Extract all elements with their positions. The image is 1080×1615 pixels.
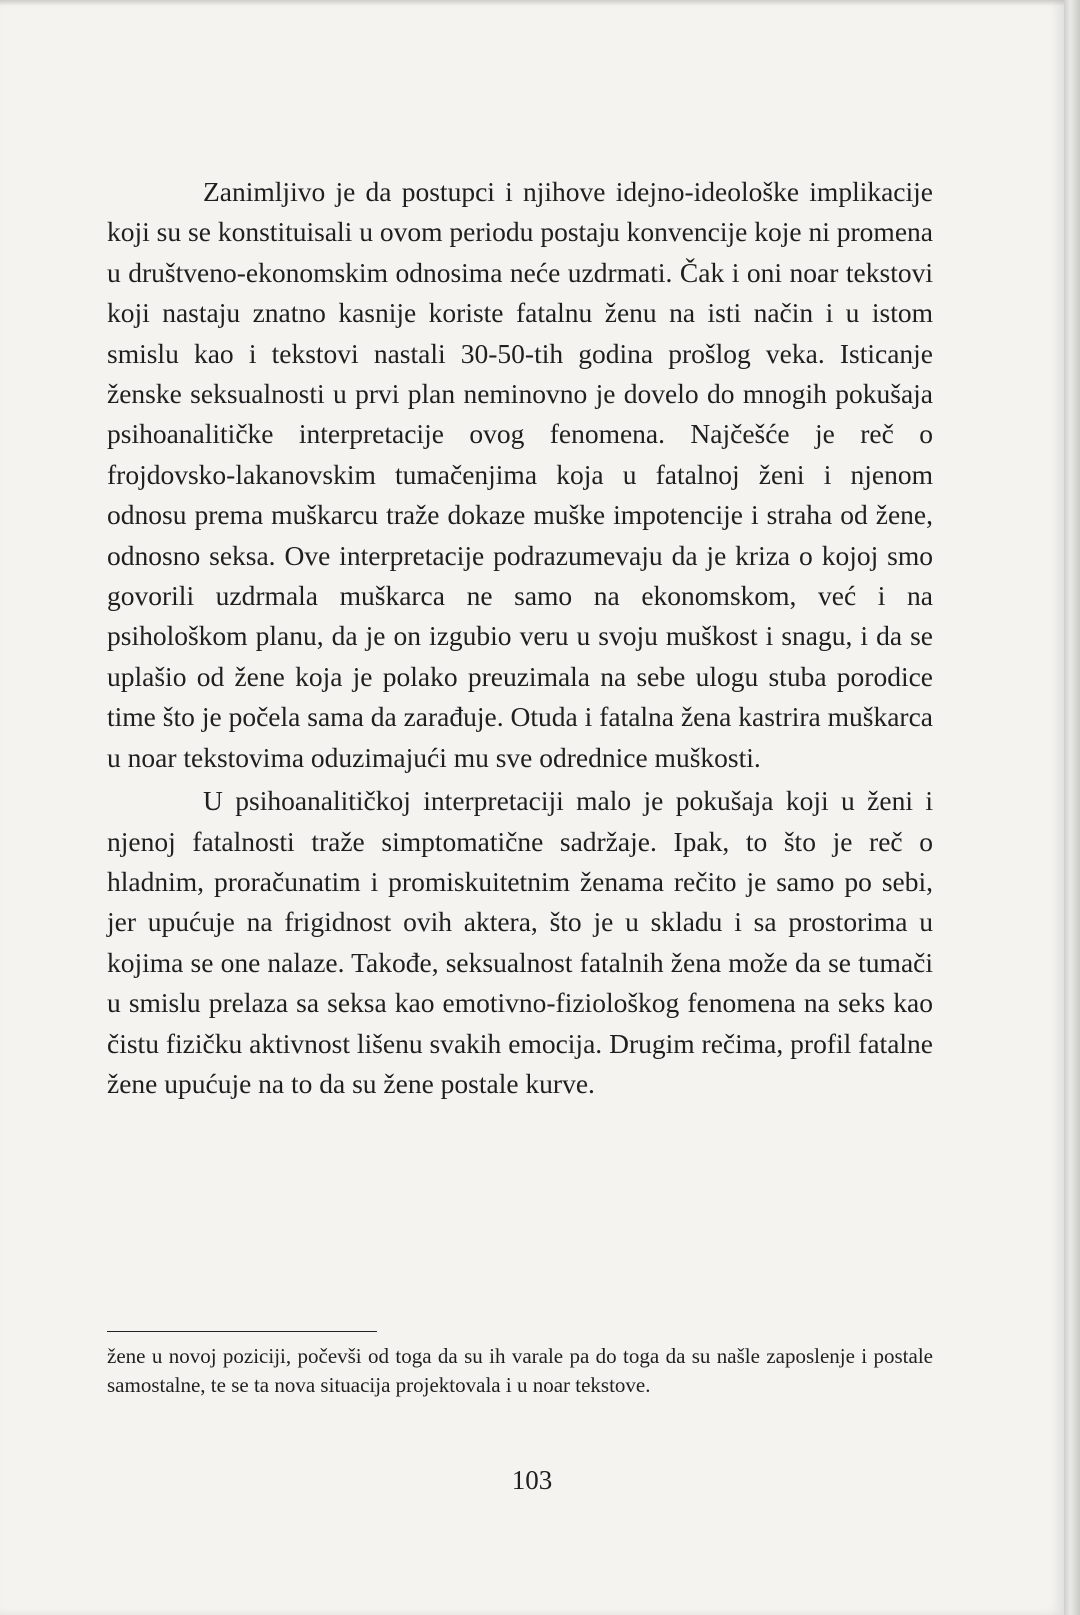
main-text [107, 172, 933, 1104]
page-top-shadow [0, 0, 1064, 6]
page-number: 103 [511, 1465, 553, 1495]
footnote-divider [107, 1331, 377, 1332]
paragraph-1: Zanimljivo je da postupci i njihove idejno-ideološke implikacije koji su se konstituisali u ovom periodu postaju konvencije koje ni promena u društveno-ekonomskim odnosima neće uzdrmati. Čak i oni noar tekstovi koji nastaju znatno kasnije koriste fatalnu ženu na isti način i u istom smislu kao i tekstovi nastali 30-50-tih godina prošlog veka. Isticanje ženske seksualnosti u prvi plan neminovno je dovelo do mnogih pokušaja psihoanalitičke interpretacije ovog fenomena. Najčešće je reč o frojdovsko-lakanovskim tumačenjima koja u fatalnoj ženi i njenom odnosu prema muškarcu traže dokaze muške impotencije i straha od žene, odnosno seksa. Ove interpretacije podrazumevaju da je kriza o kojoj smo govorili uzdrmala muškarca ne samo na ekonomskom, već i na psihološkom planu, da je on izgubio veru u svoju muškost i snagu, i da se uplašio od žene koja je polako preuzimala na sebe ulogu stuba porodice time što je počela sama da zarađuje. Otuda i fatalna žena kastrira muškarca u noar tekstovima oduzimajući mu sve odrednice muškosti. [107, 176, 933, 773]
page-edge [1064, 0, 1080, 1615]
paragraph-2: U psihoanalitičkoj interpretaciji malo je pokušaja koji u ženi i njenoj fatalnosti traže simptomatične sadržaje. Ipak, to što je reč o hladnim, proračunatim i promiskuitetnim ženama rečito je samo po sebi, jer upućuje na frigidnost ovih aktera, što je u skladu i sa prostorima u kojima se one nalaze. Takođe, seksualnost fatalnih žena može da se tumači u smislu prelaza sa seksa kao emotivno-fiziološkog fenomena na seks kao čistu fizičku aktivnost lišenu svakih emocija. Drugim rečima, profil fatalne žene upućuje na to da su žene postale kurve. [107, 785, 933, 1099]
footnote-text: žene u novoj poziciji, počevši od toga da su ih varale pa do toga da su našle zaposlenje i postale samostalne, te se ta nova situacija projektovala i u noar tekstove. [107, 1344, 933, 1397]
